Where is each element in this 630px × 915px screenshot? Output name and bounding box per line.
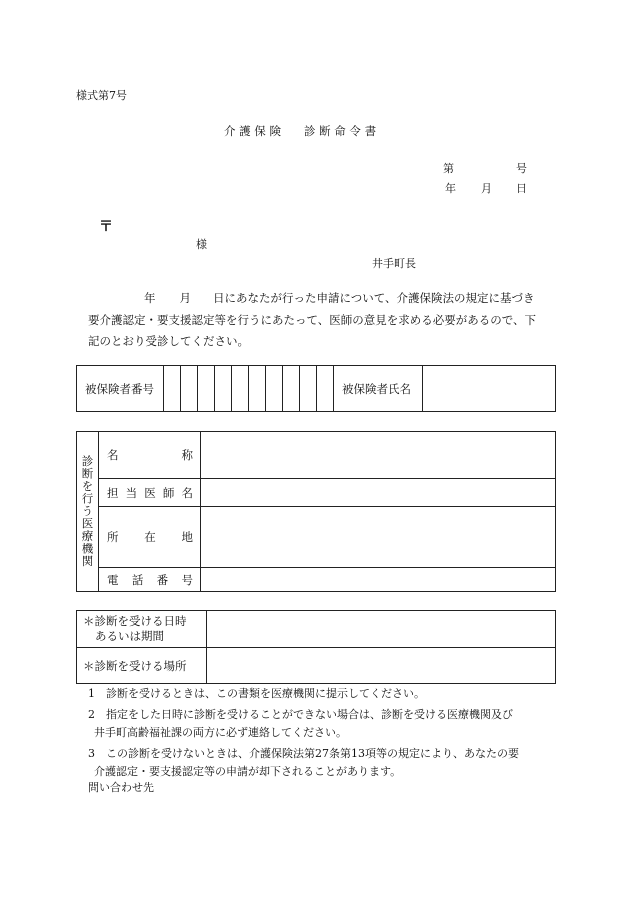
insured-name-field[interactable]: [423, 366, 556, 412]
insured-number-digit[interactable]: [249, 366, 266, 412]
contact-label: 問い合わせ先: [88, 781, 154, 794]
doc-number-dai: 第: [443, 162, 454, 175]
body-line3: 記のとおり受診してください。: [88, 334, 249, 348]
place-field[interactable]: [207, 648, 556, 684]
note-item-continuation: 介護認定・要支援認定等の申請が却下されることがあります。: [94, 765, 402, 778]
recipient-honorific: 様: [196, 238, 207, 251]
facility-name-field[interactable]: [201, 432, 556, 479]
note-item: 3 この診断を受けないときは、介護保険法第27条第13項等の規定により、あなたの要: [88, 746, 519, 760]
body-line1-rest: 日にあなたが行った申請について、介護保険法の規定に基づき: [213, 291, 535, 305]
insured-name-label: 被保険者氏名: [334, 366, 423, 412]
datetime-label: ＊診断を受ける日時 あるいは期間: [77, 611, 207, 648]
document-title: 介 護 保 険 診 断 命 令 書: [224, 124, 377, 138]
insured-number-digit[interactable]: [300, 366, 317, 412]
facility-address-field[interactable]: [201, 507, 556, 568]
body-month: 月: [179, 291, 191, 305]
insured-number-digit[interactable]: [198, 366, 215, 412]
insured-number-digit[interactable]: [283, 366, 300, 412]
insured-number-label: 被保険者番号: [77, 366, 164, 412]
insured-number-digit[interactable]: [164, 366, 181, 412]
date-day: 日: [516, 182, 527, 195]
insured-number-digit[interactable]: [317, 366, 334, 412]
notes: [88, 685, 558, 782]
body-year: 年: [144, 291, 156, 305]
insured-number-digit[interactable]: [181, 366, 198, 412]
schedule-table: [76, 610, 556, 684]
facility-table: [76, 431, 556, 592]
insured-number-digit[interactable]: [232, 366, 249, 412]
doctor-name-label: 担 当 医 師 名: [99, 479, 201, 507]
issuer: 井手町長: [372, 257, 416, 270]
body-paragraph: [88, 288, 554, 353]
facility-name-label: 名 称: [99, 432, 201, 479]
doctor-name-field[interactable]: [201, 479, 556, 507]
body-line2: 要介護認定・要支援認定等を行うにあたって、医師の意見を求める必要があるので、下: [88, 312, 537, 327]
note-item-continuation: 井手町高齢福祉課の両方に必ず連絡してください。: [94, 726, 347, 739]
note-item: 2 指定をした日時に診断を受けることができない場合は、診断を受ける医療機関及び: [88, 707, 513, 721]
doc-number-go: 号: [516, 162, 527, 175]
insured-number-digit[interactable]: [266, 366, 283, 412]
form-number: 様式第7号: [76, 89, 127, 102]
insured-table: [76, 365, 556, 412]
phone-number-label: 電 話 番 号: [99, 568, 201, 592]
datetime-field[interactable]: [207, 611, 556, 648]
date-month: 月: [481, 182, 492, 195]
date-year: 年: [445, 182, 456, 195]
facility-side-label: 診断を行う医療機関: [77, 432, 99, 592]
facility-address-label: 所 在 地: [99, 507, 201, 568]
postal-mark: 〒: [99, 219, 113, 235]
insured-number-digit[interactable]: [215, 366, 232, 412]
place-label: ＊診断を受ける場所: [77, 648, 207, 684]
phone-number-field[interactable]: [201, 568, 556, 592]
note-item: 1 診断を受けるときは、この書類を医療機関に提示してください。: [88, 687, 425, 700]
